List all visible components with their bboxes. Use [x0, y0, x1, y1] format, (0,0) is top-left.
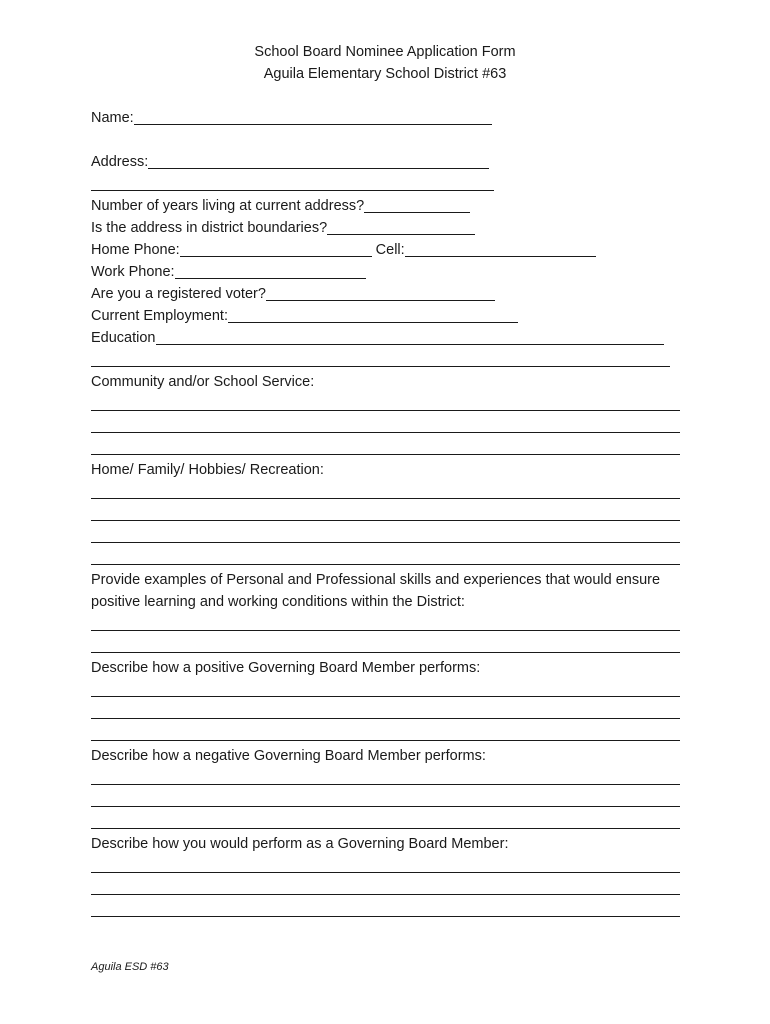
community-line[interactable]	[91, 439, 680, 455]
positive-heading-row	[91, 657, 681, 679]
employment-label: Current Employment:	[91, 308, 228, 324]
footer-text: Aguila ESD #63	[91, 961, 169, 973]
years-field[interactable]	[364, 197, 470, 213]
address-field-line-2[interactable]	[91, 175, 494, 191]
hobbies-heading-row	[91, 459, 681, 481]
district-row	[91, 217, 681, 239]
years-row	[91, 195, 681, 217]
home-phone-label: Home Phone:	[91, 242, 180, 258]
hobbies-line[interactable]	[91, 505, 680, 521]
positive-line[interactable]	[91, 725, 680, 741]
cell-label: Cell:	[375, 242, 405, 258]
education-label: Education	[91, 330, 156, 346]
perform-heading-row	[91, 833, 681, 855]
voter-row	[91, 283, 681, 305]
education-row-2	[91, 349, 681, 371]
employment-field[interactable]	[228, 307, 518, 323]
skills-line[interactable]	[91, 615, 680, 631]
education-field[interactable]	[156, 329, 664, 345]
hobbies-line[interactable]	[91, 483, 680, 499]
work-phone-field[interactable]	[175, 263, 366, 279]
name-row	[91, 107, 681, 129]
positive-line[interactable]	[91, 681, 680, 697]
negative-heading-row	[91, 745, 681, 767]
skills-line[interactable]	[91, 637, 680, 653]
perform-heading: Describe how you would perform as a Governing Board Member:	[91, 836, 509, 852]
perform-line[interactable]	[91, 901, 680, 917]
community-line[interactable]	[91, 395, 680, 411]
negative-line[interactable]	[91, 813, 680, 829]
years-label: Number of years living at current address?	[91, 198, 365, 214]
education-field-line-2[interactable]	[91, 351, 670, 367]
positive-line[interactable]	[91, 703, 680, 719]
perform-line[interactable]	[91, 857, 680, 873]
negative-line[interactable]	[91, 791, 680, 807]
name-field[interactable]	[134, 109, 492, 125]
positive-member-heading: Describe how a positive Governing Board Member performs:	[91, 660, 481, 676]
perform-line[interactable]	[91, 879, 680, 895]
cell-field[interactable]	[405, 241, 596, 257]
work-phone-label: Work Phone:	[91, 264, 175, 280]
employment-row	[91, 305, 681, 327]
education-row	[91, 327, 681, 349]
voter-field[interactable]	[266, 285, 495, 301]
address-field[interactable]	[148, 153, 489, 169]
community-line[interactable]	[91, 417, 680, 433]
district-subtitle: Aguila Elementary School District #63	[263, 66, 507, 82]
address-label: Address:	[91, 154, 149, 170]
home-phone-field[interactable]	[180, 241, 372, 257]
district-boundary-label: Is the address in district boundaries?	[91, 220, 328, 236]
application-form	[91, 107, 681, 921]
address-row-2	[91, 173, 681, 195]
skills-heading: Provide examples of Personal and Professional skills and experiences that would ensure positive learning and working conditions within the District:	[91, 572, 661, 610]
hobbies-line[interactable]	[91, 527, 680, 543]
name-label: Name:	[91, 110, 134, 126]
community-heading-row	[91, 371, 681, 393]
work-phone-row	[91, 261, 681, 283]
community-service-heading: Community and/or School Service:	[91, 374, 315, 390]
negative-line[interactable]	[91, 769, 680, 785]
negative-member-heading: Describe how a negative Governing Board Member performs:	[91, 748, 486, 764]
district-boundary-field[interactable]	[327, 219, 475, 235]
voter-label: Are you a registered voter?	[91, 286, 266, 302]
phone-row	[91, 239, 681, 261]
form-title: School Board Nominee Application Form	[254, 44, 516, 60]
address-row	[91, 151, 681, 173]
hobbies-heading: Home/ Family/ Hobbies/ Recreation:	[91, 462, 324, 478]
hobbies-line[interactable]	[91, 549, 680, 565]
